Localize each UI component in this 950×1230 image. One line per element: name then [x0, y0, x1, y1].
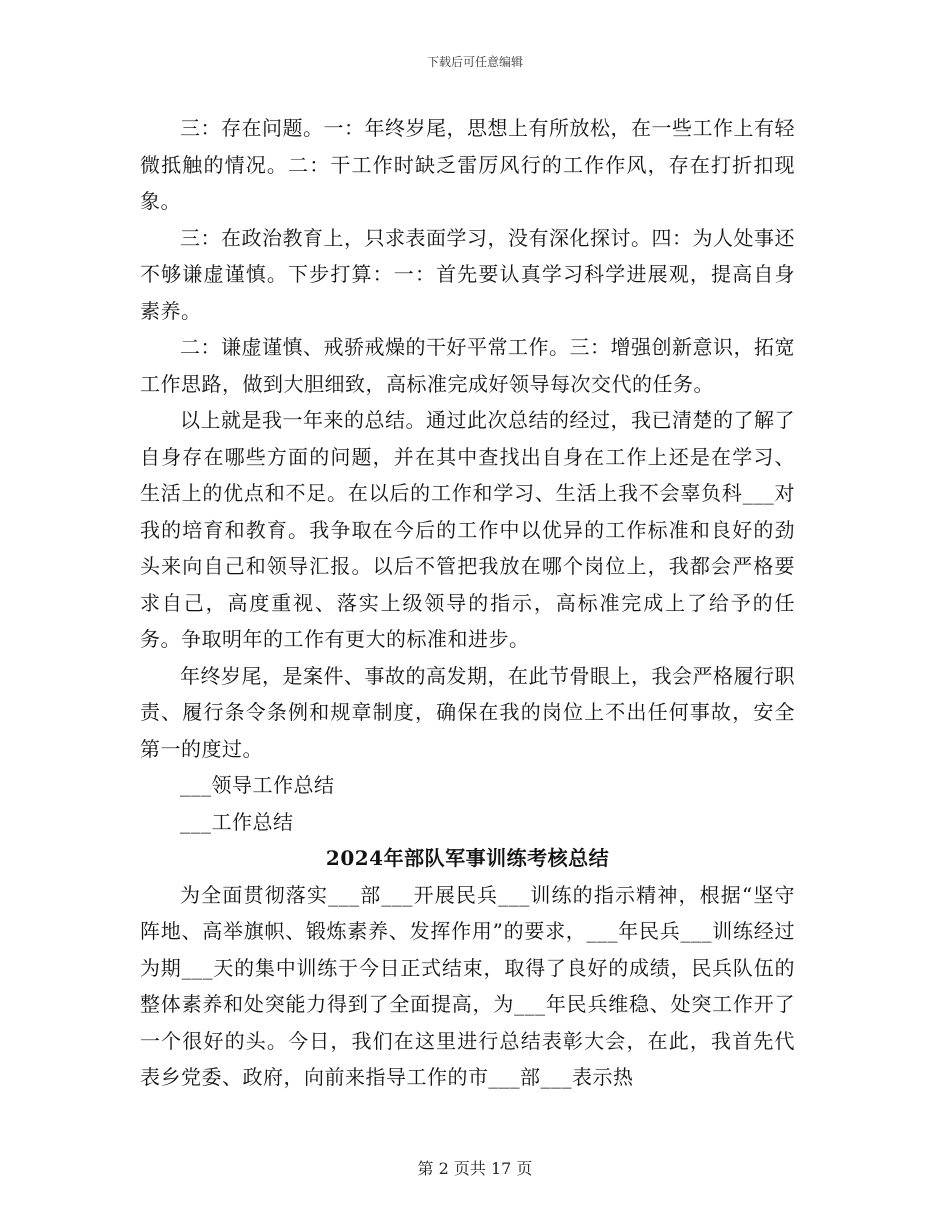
page-header-note: 下载后可任意编辑	[426, 55, 523, 69]
paragraph-summary: 以上就是我一年来的总结。通过此次总结的经过，我已清楚的了解了自身存在哪些方面的问题，并在其中查找出自身在工作上还是在学习、生活上的优点和不足。在以后的工作和学习、生活上我不会辜负科___对我的培育和教育。我争取在今后的工作中以优异的工作标准和良好的劲头来向自己和领导汇报。以后不管把我放在哪个岗位上，我都会严格要求自己，高度重视、落实上级领导的指示，高标准完成上了给予的任务。争取明年的工作有更大的标准和进步。	[140, 408, 795, 651]
page-footer: 第 2 页共 17 页	[417, 1159, 533, 1178]
signature-leader-summary: ___领导工作总结	[180, 773, 335, 797]
paragraph-problems: 三：存在问题。一：年终岁尾，思想上有所放松，在一些工作上有轻微抵触的情况。二：干工作时缺乏雷厉风行的工作作风，存在打折扣现象。	[140, 116, 795, 213]
document-body	[140, 110, 795, 1096]
paragraph-year-end: 年终岁尾，是案件、事故的高发期，在此节骨眼上，我会严格履行职责、履行条令条例和规章制度，确保在我的岗位上不出任何事故，安全第一的度过。	[140, 663, 795, 761]
section-paragraph: 为全面贯彻落实___部___开展民兵___训练的指示精神，根据“坚守阵地、高举旗帜、锻炼素养、发挥作用”的要求，___年民兵___训练经过为期___天的集中训练于今日正式结束，取得了良好的成绩，民兵队伍的整体素养和处突能力得到了全面提高，为___年民兵维稳、处突工作开了一个很好的头。今日，我们在这里进行总结表彰大会，在此，我首先代表乡党委、政府，向前来指导工作的市___部___表示热	[140, 882, 795, 1089]
section-title: 2024年部队军事训练考核总结	[325, 846, 610, 870]
paragraph-political-education: 三：在政治教育上，只求表面学习，没有深化探讨。四：为人处事还不够谦虚谨慎。下步打算：一：首先要认真学习科学进展观，提高自身素养。	[140, 225, 795, 323]
paragraph-plans: 二：谦虚谨慎、戒骄戒燥的干好平常工作。三：增强创新意识，拓宽工作思路，做到大胆细致，高标准完成好领导每次交代的任务。	[140, 335, 795, 396]
signature-work-summary: ___工作总结	[180, 809, 294, 834]
